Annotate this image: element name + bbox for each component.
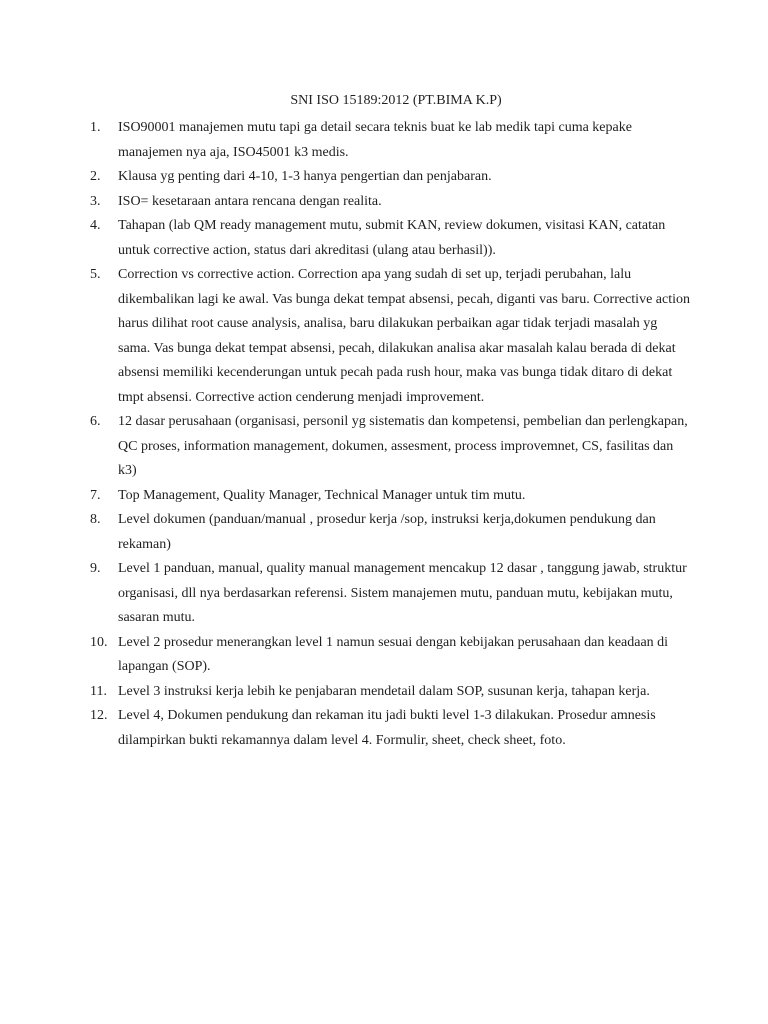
list-item xyxy=(90,165,690,190)
list-item-text: ISO90001 manajemen mutu tapi ga detail secara teknis buat ke lab medik tapi cuma kepake manajemen nya aja, ISO45001 k3 medis. xyxy=(118,120,632,160)
list-item-text: Level 1 panduan, manual, quality manual management mencakup 12 dasar , tanggung jawab, struktur organisasi, dll nya berdasarkan referensi. Sistem manajemen mutu, panduan mutu, kebijakan mutu, sasaran mutu. xyxy=(118,561,687,625)
list-item xyxy=(90,190,690,215)
list-item-number: 5. xyxy=(90,267,101,282)
list-item-text: Tahapan (lab QM ready management mutu, submit KAN, review dokumen, visitasi KAN, catatan untuk corrective action, status dari akreditasi (ulang atau berhasil)). xyxy=(118,218,666,258)
list-item-number: 7. xyxy=(90,487,101,503)
numbered-list xyxy=(90,116,690,753)
list-item-number: 3. xyxy=(90,193,101,209)
list-item xyxy=(90,508,690,557)
list-item xyxy=(90,410,690,484)
list-item xyxy=(90,680,690,705)
list-item xyxy=(90,116,690,165)
list-item-text: Top Management, Quality Manager, Technical Manager untuk tim mutu. xyxy=(118,487,526,503)
list-item-text: Level 3 instruksi kerja lebih ke penjabaran mendetail dalam SOP, susunan kerja, tahapan kerja. xyxy=(118,683,650,699)
list-item-text: 12 dasar perusahaan (organisasi, personil yg sistematis dan kompetensi, pembelian dan perlengkapan, QC proses, information management, dokumen, assesment, process improvemnet, CS, fasilitas dan k3) xyxy=(118,414,688,478)
list-item-number: 8. xyxy=(90,512,101,527)
list-item xyxy=(90,484,690,509)
list-item-number: 11. xyxy=(90,683,107,699)
list-item-number: 6. xyxy=(90,414,101,429)
list-item-number: 12. xyxy=(90,708,108,723)
list-item-number: 2. xyxy=(90,169,101,184)
list-item-text: Level dokumen (panduan/manual , prosedur kerja /sop, instruksi kerja,dokumen pendukung dan rekaman) xyxy=(118,512,656,552)
list-item xyxy=(90,214,690,263)
list-item-text: Level 4, Dokumen pendukung dan rekaman itu jadi bukti level 1-3 dilakukan. Prosedur amnesis dilampirkan bukti rekamannya dalam level 4. Formulir, sheet, check sheet, foto. xyxy=(118,708,656,748)
list-item-text: ISO= kesetaraan antara rencana dengan realita. xyxy=(118,193,382,209)
document-title: SNI ISO 15189:2012 (PT.BIMA K.P) xyxy=(290,93,502,108)
list-item-number: 1. xyxy=(90,120,101,135)
list-item-text: Correction vs corrective action. Correction apa yang sudah di set up, terjadi perubahan, lalu dikembalikan lagi ke awal. Vas bunga dekat tempat absensi, pecah, diganti vas baru. Corrective action harus dilihat root cause analysis, analisa, baru dilakukan perbaikan agar tidak terjadi masalah yg sama. Vas bunga dekat tempat absensi, pecah, dilakukan analisa akar masalah kalau berada di dekat absensi memiliki kecenderungan untuk pecah pada rush hour, maka vas bunga tidak ditaro di dekat tmpt absensi. Corrective action cenderung menjadi improvement. xyxy=(118,267,690,405)
list-item-number: 10. xyxy=(90,634,108,650)
list-item xyxy=(90,704,690,753)
list-item xyxy=(90,263,690,410)
list-item-text: Level 2 prosedur menerangkan level 1 namun sesuai dengan kebijakan perusahaan dan keadaan di lapangan (SOP). xyxy=(118,634,669,674)
list-item-number: 9. xyxy=(90,561,101,576)
list-item-number: 4. xyxy=(90,218,101,233)
list-item-text: Klausa yg penting dari 4-10, 1-3 hanya pengertian dan penjabaran. xyxy=(118,169,492,184)
list-item xyxy=(90,557,690,631)
list-item xyxy=(90,631,690,680)
